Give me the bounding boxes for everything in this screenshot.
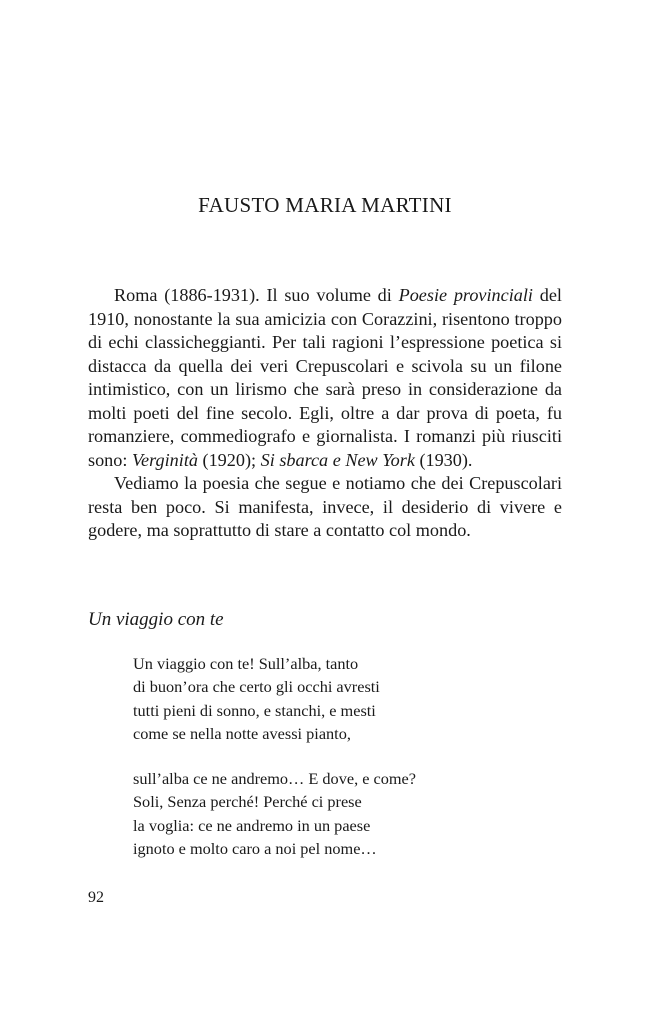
poem	[133, 652, 416, 860]
page-title: FAUSTO MARIA MARTINI	[198, 193, 452, 217]
poem-verse: come se nella notte avessi pianto,	[133, 723, 351, 743]
intro-text-run: (1920);	[197, 449, 261, 470]
intro-text-run: Roma (1886-1931). Il suo volume di	[114, 285, 399, 305]
book-title: Verginità	[131, 449, 198, 470]
poem-verse: tutti pieni di sonno, e stanchi, e mesti	[133, 700, 376, 720]
book-title: Si sbarca e New York	[260, 449, 415, 470]
intro-text-run: (1930).	[414, 449, 473, 470]
poem-verse: sull’alba ce ne andremo… E dove, e come?	[133, 769, 416, 789]
poem-stanza	[133, 652, 416, 745]
intro-paragraph-2: Vediamo la poesia che segue e notiamo che dei Crepuscolari resta ben poco. Si manifesta, invece, il desiderio di vivere e godere, ma soprattutto di stare a contatto col mondo.	[88, 473, 562, 540]
poem-verse: Un viaggio con te! Sull’alba, tanto	[133, 654, 359, 673]
poem-stanza	[133, 767, 416, 860]
poem-verse: ignoto e molto caro a noi pel nome…	[133, 839, 377, 859]
page-number: 92	[88, 889, 104, 906]
intro-text-run: del 1910, nonostante la sua amicizia con Corazzini, risentono troppo di echi classicheggianti. Per tali ragioni l’espressione poetica si distacca da quella dei veri Crepuscolari e scivola su un filone intimistico, con un lirismo che sarà preso in considerazione da molti poeti del fine secolo. Egli, oltre a dar prova di poeta, fu romanziere, commediografo e giornalista. I romanzi più riusciti sono:	[88, 285, 562, 470]
poem-verse: Soli, Senza perché! Perché ci prese	[133, 792, 362, 812]
poem-title: Un viaggio con te	[88, 609, 224, 630]
intro-paragraph-1	[88, 284, 562, 472]
poem-verse: di buon’ora che certo gli occhi avresti	[133, 677, 380, 697]
intro-text	[88, 284, 562, 543]
poem-verse: la voglia: ce ne andremo in un paese	[133, 815, 371, 835]
book-title: Poesie provinciali	[398, 285, 533, 305]
